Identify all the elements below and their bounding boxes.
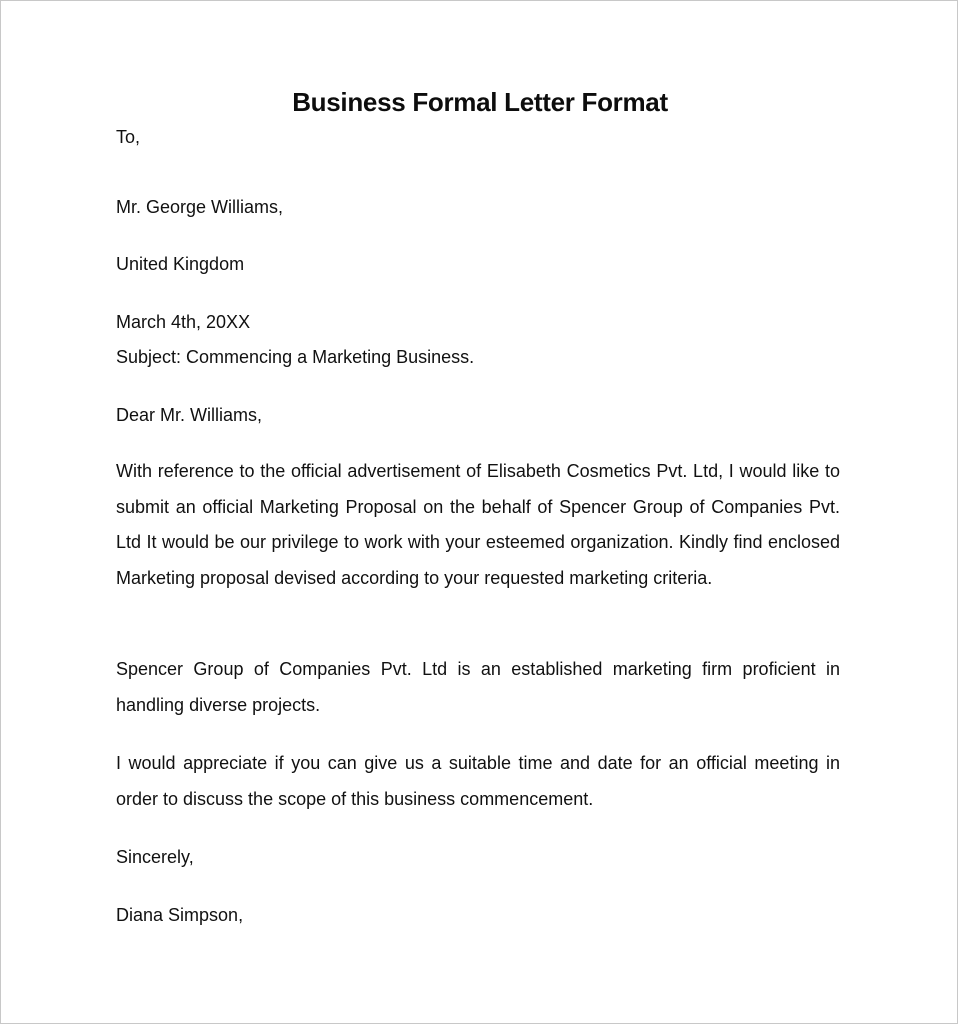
body-paragraph-2: Spencer Group of Companies Pvt. Ltd is an established marketing firm proficient in handling diverse projects. [116, 659, 840, 715]
body-paragraph-3: I would appreciate if you can give us a suitable time and date for an official meeting in order to discuss the scope of this business commencement. [116, 753, 840, 809]
document-title: Business Formal Letter Format [292, 87, 668, 117]
letter-signature: Diana Simpson, [116, 905, 244, 925]
to-label: To, [116, 127, 141, 147]
letter-subject: Subject: Commencing a Marketing Business. [116, 347, 475, 367]
recipient-name: Mr. George Williams, [116, 197, 284, 217]
letter-closing: Sincerely, [116, 847, 194, 867]
letter-date: March 4th, 20XX [116, 312, 251, 332]
letter-greeting: Dear Mr. Williams, [116, 405, 263, 425]
body-paragraph-1: With reference to the official advertisement of Elisabeth Cosmetics Pvt. Ltd, I would like to submit an official Marketing Proposal on the behalf of Spencer Group of Companies Pvt. Ltd It would be our privilege to work with your esteemed organization. Kindly find enclosed Marketing proposal devised according to your requested marketing criteria. [116, 461, 840, 588]
recipient-country: United Kingdom [116, 254, 245, 274]
